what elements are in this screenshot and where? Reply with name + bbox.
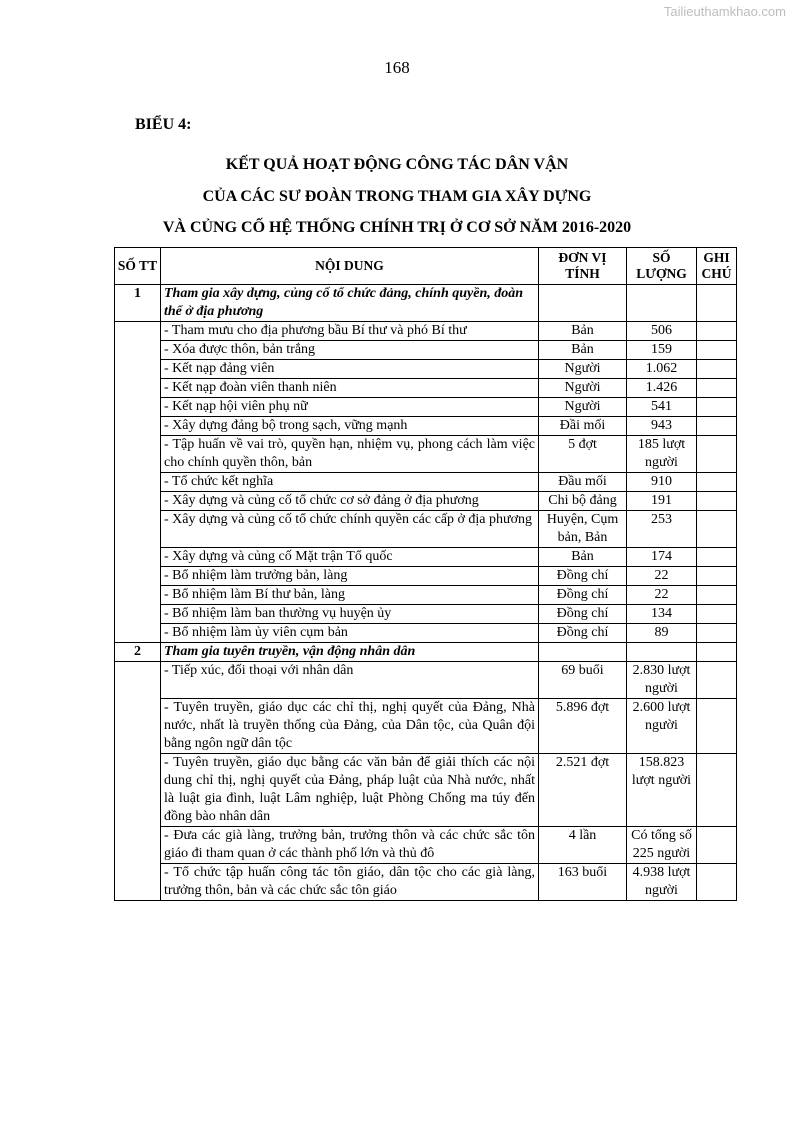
row-content: - Tuyên truyền, giáo dục bằng các văn bản để giải thích các nội dung chỉ thị, nghị quyết của Đảng, pháp luật của Nhà nước, nhất là luật gia đình, luật Lâm nghiệp, luật Phòng Chống ma túy đến đồng bào nhân dân — [161, 754, 539, 827]
row-note — [697, 436, 737, 473]
row-qty: 4.938 lượt người — [627, 864, 697, 901]
row-note — [697, 417, 737, 436]
row-content: - Bổ nhiệm làm ban thường vụ huyện ủy — [161, 605, 539, 624]
table-row — [115, 548, 737, 567]
row-note — [697, 754, 737, 827]
row-unit: Bản — [539, 322, 627, 341]
row-note — [697, 398, 737, 417]
row-note — [697, 322, 737, 341]
row-content: - Xây dựng và củng cố Mặt trận Tổ quốc — [161, 548, 539, 567]
header-note: GHI CHÚ — [697, 248, 737, 285]
row-note — [697, 624, 737, 643]
row-content: - Bổ nhiệm làm ủy viên cụm bản — [161, 624, 539, 643]
section-header-row — [115, 285, 737, 322]
header-qty: SỐ LƯỢNG — [627, 248, 697, 285]
row-qty: 191 — [627, 492, 697, 511]
page-number: 168 — [384, 58, 410, 77]
row-note — [697, 360, 737, 379]
section-note-cell — [697, 285, 737, 322]
row-unit: 4 lần — [539, 827, 627, 864]
row-note — [697, 864, 737, 901]
row-qty: Có tổng số 225 người — [627, 827, 697, 864]
table-row — [115, 586, 737, 605]
row-qty: 89 — [627, 624, 697, 643]
row-content: - Xây dựng đảng bộ trong sạch, vững mạnh — [161, 417, 539, 436]
row-qty: 22 — [627, 567, 697, 586]
row-content: - Xóa được thôn, bản trắng — [161, 341, 539, 360]
row-unit: Bản — [539, 548, 627, 567]
row-content: - Tiếp xúc, đối thoại với nhân dân — [161, 662, 539, 699]
row-qty: 943 — [627, 417, 697, 436]
row-note — [697, 492, 737, 511]
section-note-cell — [697, 643, 737, 662]
row-content: - Tham mưu cho địa phương bầu Bí thư và phó Bí thư — [161, 322, 539, 341]
row-unit: Đồng chí — [539, 605, 627, 624]
row-qty: 910 — [627, 473, 697, 492]
row-note — [697, 379, 737, 398]
table-label: BIỂU 4: — [135, 116, 192, 133]
watermark: Tailieuthamkhao.com — [663, 4, 786, 19]
section-header-row — [115, 643, 737, 662]
row-unit: Người — [539, 360, 627, 379]
row-number-cell — [115, 322, 161, 643]
table-row — [115, 322, 737, 341]
table-row — [115, 605, 737, 624]
section-qty-cell — [627, 643, 697, 662]
table-body — [115, 285, 737, 901]
title-line-2: CỦA CÁC SƯ ĐOÀN TRONG THAM GIA XÂY DỰNG — [202, 188, 592, 205]
row-note — [697, 605, 737, 624]
table-row — [115, 398, 737, 417]
row-content: - Kết nạp đảng viên — [161, 360, 539, 379]
section-number: 1 — [115, 285, 161, 322]
row-content: - Tuyên truyền, giáo dục các chỉ thị, nghị quyết của Đảng, Nhà nước, nhất là truyền thống của Đảng, của Dân tộc, của Quân đội bằng ngôn ngữ dân tộc — [161, 699, 539, 754]
table-row — [115, 379, 737, 398]
row-unit: Đầu mối — [539, 473, 627, 492]
row-content: - Bổ nhiệm làm trưởng bản, làng — [161, 567, 539, 586]
table-row — [115, 864, 737, 901]
row-qty: 1.062 — [627, 360, 697, 379]
row-content: - Xây dựng và củng cố tổ chức chính quyền các cấp ở địa phương — [161, 511, 539, 548]
row-note — [697, 699, 737, 754]
header-unit: ĐƠN VỊ TÍNH — [539, 248, 627, 285]
row-qty: 159 — [627, 341, 697, 360]
row-qty: 134 — [627, 605, 697, 624]
row-note — [697, 662, 737, 699]
row-unit: Chi bộ đảng — [539, 492, 627, 511]
row-content: - Bổ nhiệm làm Bí thư bản, làng — [161, 586, 539, 605]
row-unit: Người — [539, 398, 627, 417]
results-table — [114, 247, 737, 901]
row-qty: 1.426 — [627, 379, 697, 398]
section-unit-cell — [539, 285, 627, 322]
table-row — [115, 473, 737, 492]
row-unit: 5 đợt — [539, 436, 627, 473]
row-content: - Tổ chức tập huấn công tác tôn giáo, dân tộc cho các già làng, trưởng thôn, bản và các chức sắc tôn giáo — [161, 864, 539, 901]
table-row — [115, 436, 737, 473]
table-header-row — [115, 248, 737, 285]
table-row — [115, 492, 737, 511]
section-title: Tham gia tuyên truyền, vận động nhân dân — [161, 643, 539, 662]
row-unit: 2.521 đợt — [539, 754, 627, 827]
table-row — [115, 699, 737, 754]
table-row — [115, 417, 737, 436]
row-unit: Đồng chí — [539, 586, 627, 605]
row-note — [697, 548, 737, 567]
table-row — [115, 624, 737, 643]
row-qty: 22 — [627, 586, 697, 605]
row-number-cell — [115, 662, 161, 901]
table-row — [115, 827, 737, 864]
row-content: - Tập huấn về vai trò, quyền hạn, nhiệm vụ, phong cách làm việc cho chính quyền thôn, bản — [161, 436, 539, 473]
row-qty: 541 — [627, 398, 697, 417]
section-number: 2 — [115, 643, 161, 662]
row-content: - Kết nạp hội viên phụ nữ — [161, 398, 539, 417]
row-qty: 506 — [627, 322, 697, 341]
row-qty: 2.830 lượt người — [627, 662, 697, 699]
row-content: - Xây dựng và củng cố tổ chức cơ sở đảng ở địa phương — [161, 492, 539, 511]
table-row — [115, 662, 737, 699]
section-unit-cell — [539, 643, 627, 662]
row-qty: 2.600 lượt người — [627, 699, 697, 754]
row-unit: Đồng chí — [539, 567, 627, 586]
table-row — [115, 754, 737, 827]
row-note — [697, 341, 737, 360]
table-row — [115, 511, 737, 548]
row-qty: 158.823 lượt người — [627, 754, 697, 827]
row-note — [697, 827, 737, 864]
row-note — [697, 586, 737, 605]
header-stt: SỐ TT — [115, 248, 161, 285]
row-content: - Tổ chức kết nghĩa — [161, 473, 539, 492]
row-unit: 69 buổi — [539, 662, 627, 699]
section-qty-cell — [627, 285, 697, 322]
row-note — [697, 567, 737, 586]
title-line-1: KẾT QUẢ HOẠT ĐỘNG CÔNG TÁC DÂN VẬN — [225, 156, 569, 173]
title-line-3: VÀ CỦNG CỐ HỆ THỐNG CHÍNH TRỊ Ở CƠ SỞ NĂM 2016-2020 — [162, 219, 632, 236]
header-content: NỘI DUNG — [161, 248, 539, 285]
section-title: Tham gia xây dựng, củng cố tổ chức đảng, chính quyền, đoàn thể ở địa phương — [161, 285, 539, 322]
row-unit: Bản — [539, 341, 627, 360]
row-unit: Đầi mối — [539, 417, 627, 436]
table-row — [115, 567, 737, 586]
row-unit: Đồng chí — [539, 624, 627, 643]
row-note — [697, 473, 737, 492]
row-note — [697, 511, 737, 548]
row-qty: 253 — [627, 511, 697, 548]
row-content: - Đưa các già làng, trưởng bản, trưởng thôn và các chức sắc tôn giáo đi tham quan ở các thành phố lớn và thủ đô — [161, 827, 539, 864]
row-unit: 5.896 đợt — [539, 699, 627, 754]
row-unit: 163 buổi — [539, 864, 627, 901]
table-row — [115, 341, 737, 360]
row-content: - Kết nạp đoàn viên thanh niên — [161, 379, 539, 398]
row-unit: Huyện, Cụm bản, Bản — [539, 511, 627, 548]
row-unit: Người — [539, 379, 627, 398]
table-row — [115, 360, 737, 379]
row-qty: 174 — [627, 548, 697, 567]
row-qty: 185 lượt người — [627, 436, 697, 473]
